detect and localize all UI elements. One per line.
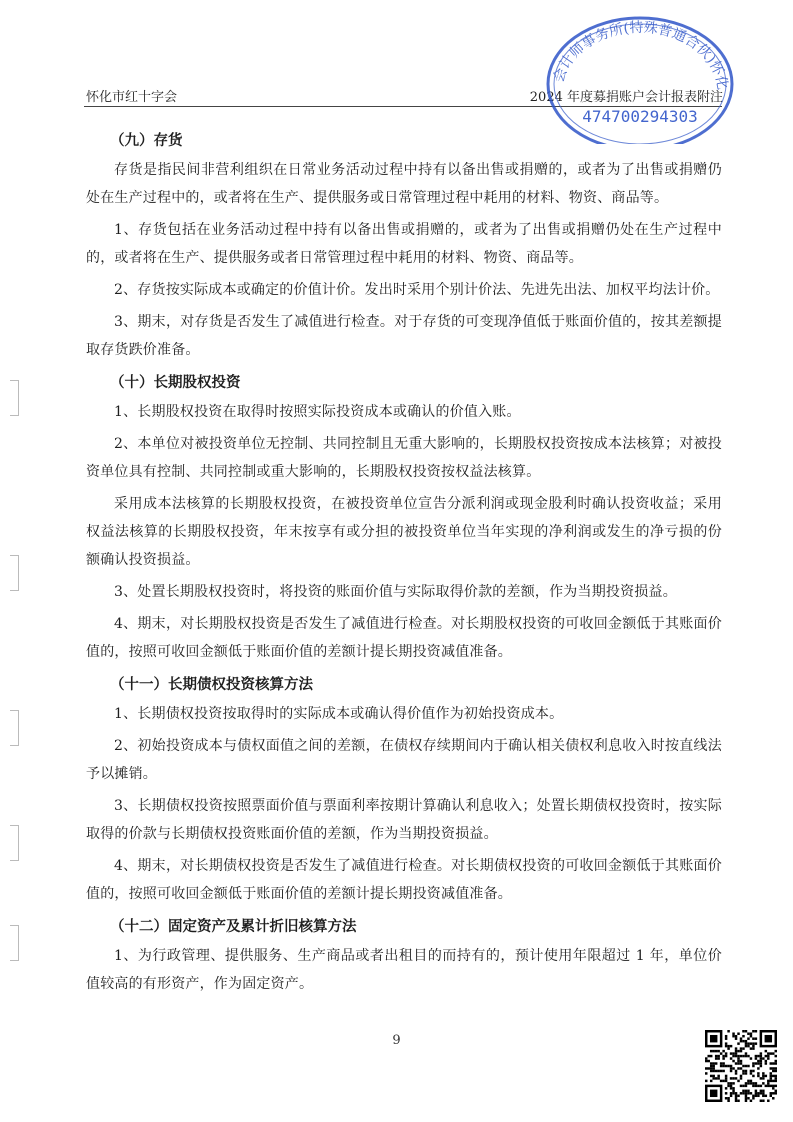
section-heading: （十一）长期债权投资核算方法 [110,676,313,693]
header-organization: 怀化市红十字会 [86,90,178,105]
section-fixed-assets [86,912,722,998]
paragraph: 1、长期股权投资在取得时按照实际投资成本或确认的价值入账。 [114,404,521,420]
paragraph: 2、存货按实际成本或确定的价值计价。发出时采用个别计价法、先进先出法、加权平均法计价。 [114,282,720,298]
binding-mark [10,825,19,861]
binding-mark [10,710,19,746]
svg-text:474700294303: 474700294303 [582,107,698,126]
accounting-firm-seal [540,14,740,144]
paragraph: 1、存货包括在业务活动过程中持有以备出售或捐赠的，或者为了出售或捐赠仍处在生产过程中的，或者将在生产、提供服务或者日常管理过程中耗用的材料、物资、商品等。 [86,222,722,266]
paragraph: 3、长期债权投资按照票面价值与票面利率按期计算确认利息收入；处置长期债权投资时，按实际取得的价款与长期债权投资账面价值的差额，作为当期投资损益。 [86,798,722,842]
binding-mark [10,380,19,416]
section-heading: （十二）固定资产及累计折旧核算方法 [110,918,357,935]
paragraph: 3、期末，对存货是否发生了减值进行检查。对于存货的可变现净值低于账面价值的，按其差额提取存货跌价准备。 [86,314,722,358]
paragraph: 3、处置长期股权投资时，将投资的账面价值与实际取得价款的差额，作为当期投资损益。 [114,584,677,600]
document-body [86,126,722,1002]
paragraph: 采用成本法核算的长期股权投资，在被投资单位宣告分派利润或现金股利时确认投资收益；采用权益法核算的长期股权投资，年末按享有或分担的被投资单位当年实现的净利润或发生的净亏损的份额确认投资损益。 [86,496,722,568]
paragraph: 2、初始投资成本与债权面值之间的差额，在债权存续期间内于确认相关债权利息收入时按直线法予以摊销。 [86,738,722,782]
paragraph: 1、为行政管理、提供服务、生产商品或者出租目的而持有的，预计使用年限超过 1 年，单位价值较高的有形资产，作为固定资产。 [86,948,722,992]
section-heading: （九）存货 [110,132,183,149]
paragraph: 1、长期债权投资按取得时的实际成本或确认得价值作为初始投资成本。 [114,706,564,722]
svg-text:会计师事务所(特殊普通合伙)怀化: 会计师事务所(特殊普通合伙)怀化 [550,19,731,92]
section-long-term-equity-investment [86,368,722,666]
paragraph: 4、期末，对长期股权投资是否发生了减值进行检查。对长期股权投资的可收回金额低于其账面价值的，按照可收回金额低于账面价值的差额计提长期投资减值准备。 [86,616,722,660]
page-number: 9 [392,1033,401,1048]
binding-mark [10,925,19,961]
section-heading: （十）长期股权投资 [110,374,241,391]
paragraph: 4、期末，对长期债权投资是否发生了减值进行检查。对长期债权投资的可收回金额低于其账面价值的，按照可收回金额低于账面价值的差额计提长期投资减值准备。 [86,858,722,902]
header-report-title: 2024 年度募捐账户会计报表附注 [529,90,723,105]
section-long-term-debt-investment [86,670,722,908]
paragraph: 2、本单位对被投资单位无控制、共同控制且无重大影响的，长期股权投资按成本法核算；对被投资单位具有控制、共同控制或重大影响的，长期股权投资按权益法核算。 [86,436,722,480]
paragraph: 存货是指民间非营利组织在日常业务活动过程中持有以备出售或捐赠的，或者为了出售或捐赠仍处在生产过程中的，或者将在生产、提供服务或日常管理过程中耗用的材料、物资、商品等。 [86,162,722,206]
section-inventory [86,126,722,364]
binding-mark [10,555,19,591]
qr-code [705,1030,777,1102]
